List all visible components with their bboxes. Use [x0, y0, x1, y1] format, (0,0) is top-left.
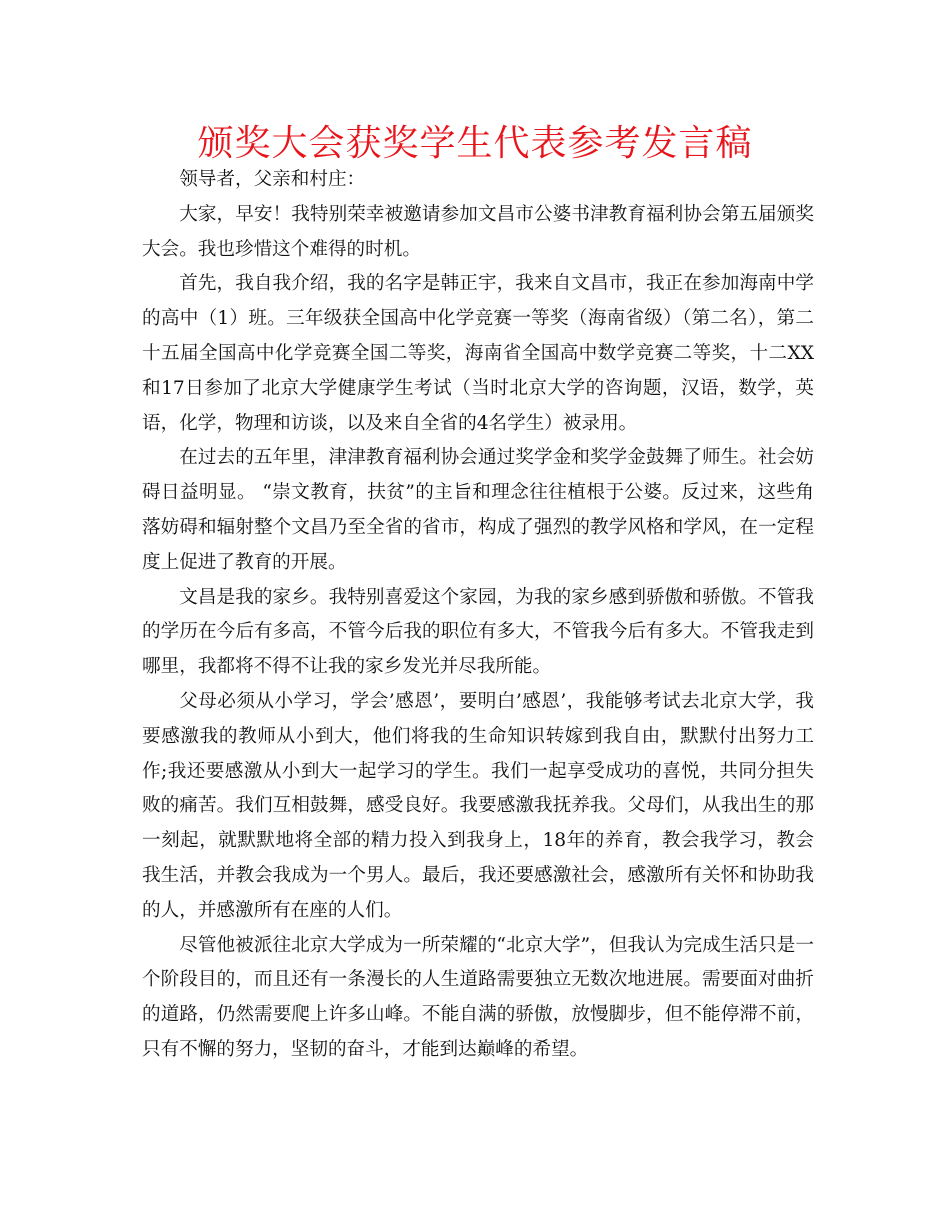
document-body: [142, 163, 814, 1068]
hometown-paragraph: 文昌是我的家乡。我特别喜爱这个家园，为我的家乡感到骄傲和骄傲。不管我的学历在今后有多高，不管今后我的职位有多大，不管我今后有多大。不管我走到哪里，我都将不得不让我的家乡发光并尽我所能。: [142, 586, 814, 678]
greeting-paragraph: 大家，早安！我特别荣幸被邀请参加文昌市公婆书津教育福利协会第五届颁奖大会。我也珍惜这个难得的时机。: [142, 203, 814, 260]
gratitude-paragraph: 父母必须从小学习，学会’感恩’，要明白’感恩’，我能够考试去北京大学，我要感激我的教师从小到大，他们将我的生命知识转嫁到我自由，默默付出努力工作;我还要感激从小到大一起学习的学生。我们一起享受成功的喜悦，共同分担失败的痛苦。我们互相鼓舞，感受良好。我要感激我抚养我。父母们，从我出生的那一刻起，就默默地将全部的精力投入到我身上，18年的养育，教会我学习，教会我生活，并教会我成为一个男人。最后，我还要感激社会，感激所有关怀和协助我的人，并感激所有在座的人们。: [142, 690, 814, 921]
association-paragraph: 在过去的五年里，津津教育福利协会通过奖学金和奖学金鼓舞了师生。社会妨碍日益明显。 “崇文教育，扶贫”的主旨和理念往往植根于公婆。反过来，这些角落妨碍和辐射整个文昌乃至全省的省市，构成了强烈的教学风格和学风，在一定程度上促进了教育的开展。: [142, 447, 814, 573]
salutation-paragraph: 领导者，父亲和村庄：: [179, 169, 366, 190]
self-introduction-paragraph: 首先，我自我介绍，我的名字是韩正宇，我来自文昌市，我正在参加海南中学的高中（1）班。三年级获全国高中化学竞赛一等奖（海南省级）（第二名），第二十五届全国高中化学竞赛全国二等奖，海南省全国高中数学竞赛二等奖，十二XX和17日参加了北京大学健康学生考试（当时北京大学的咨询题，汉语，数学，英语，化学，物理和访谈，以及来自全省的4名学生）被录用。: [142, 273, 814, 434]
future-paragraph: 尽管他被派往北京大学成为一所荣耀的“北京大学”，但我认为完成生活只是一个阶段目的，而且还有一条漫长的人生道路需要独立无数次地进展。需要面对曲折的道路，仍然需要爬上许多山峰。不能自满的骄傲，放慢脚步，但不能停滞不前，只有不懈的努力，坚韧的奋斗，才能到达巅峰的希望。: [142, 934, 814, 1060]
document-title: 颁奖大会获奖学生代表参考发言稿: [197, 123, 753, 164]
